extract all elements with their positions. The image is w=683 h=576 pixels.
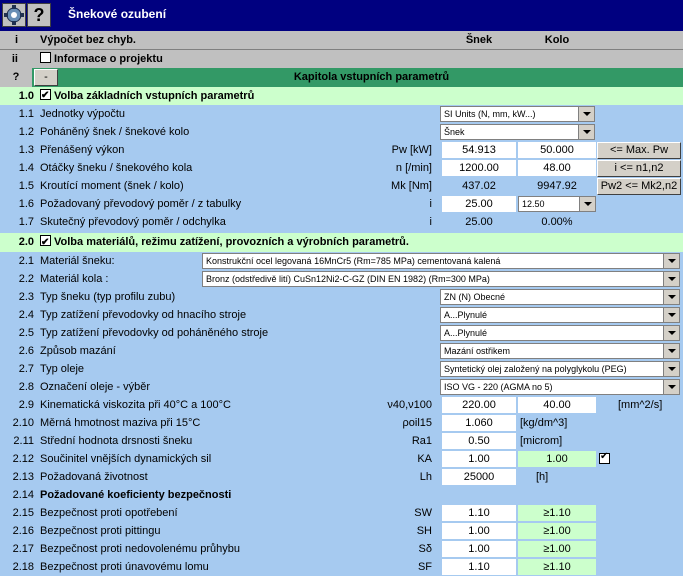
row-index: 2.10 xyxy=(12,417,34,429)
row-unit: SF xyxy=(417,561,432,573)
ka-checkbox[interactable] xyxy=(599,453,610,464)
row-oil-type xyxy=(0,360,683,378)
sw-input[interactable]: 1.10 xyxy=(442,505,516,521)
section-checkbox[interactable] xyxy=(40,235,51,246)
status-row xyxy=(0,31,683,49)
row-speed xyxy=(0,159,683,177)
section-title-text: Volba základních vstupních parametrů xyxy=(54,90,255,102)
oil-type-dropdown[interactable] xyxy=(440,361,680,377)
project-info-row xyxy=(0,49,683,68)
ratio-input[interactable]: 25.00 xyxy=(442,196,516,212)
row-load-driving xyxy=(0,306,683,324)
row-index: 2.6 xyxy=(18,345,34,357)
power-from-torque-button[interactable]: Pw2 <= Mk2,n2 xyxy=(597,178,681,195)
dropdown-value: SI Units (N, mm, kW...) xyxy=(444,109,536,119)
row-label: Požadované koeficienty bezpečnosti xyxy=(40,489,232,501)
row-index: 1.4 xyxy=(18,162,34,174)
row-unit: i xyxy=(429,216,432,228)
dropdown-value: Konstrukční ocel legovaná 16MnCr5 (Rm=785 MPa) cementovaná kalená xyxy=(206,256,501,266)
row-lubrication xyxy=(0,342,683,360)
row-index: 2.18 xyxy=(12,561,34,573)
dropdown-value: Bronz (odstředivě lití) CuSn12Ni2-C-GZ (DIN EN 1982) (Rm=300 MPa) xyxy=(206,274,490,284)
units-dropdown[interactable] xyxy=(440,106,595,122)
row-unit: i xyxy=(429,198,432,210)
row-unit: SH xyxy=(416,525,432,537)
row-index: 2.5 xyxy=(18,327,34,339)
row-label: Střední hodnota drsnosti šneku xyxy=(40,435,193,447)
wheel-material-dropdown[interactable] xyxy=(202,271,680,287)
dropdown-value: A...Plynulé xyxy=(444,328,488,338)
row-index: 2.15 xyxy=(12,507,34,519)
row-label: Materiál kola : xyxy=(40,273,109,285)
row-safety-header xyxy=(0,486,683,504)
chapter-title: Kapitola vstupních parametrů xyxy=(293,71,450,83)
row-driven xyxy=(0,123,683,141)
row-unit: ρoil15 xyxy=(402,417,432,429)
project-info-label[interactable] xyxy=(40,50,163,68)
row-index: 1.0 xyxy=(18,90,34,102)
row-dynamic-factor xyxy=(0,450,683,468)
row-index: ii xyxy=(11,53,18,65)
sdelta-recommended-value: ≥1.00 xyxy=(518,541,596,557)
row-index: 2.7 xyxy=(18,363,34,375)
row-roughness xyxy=(0,432,683,450)
chevron-down-icon[interactable] xyxy=(579,197,595,211)
row-viscosity xyxy=(0,396,683,414)
row-label: Otáčky šneku / šnekového kola xyxy=(40,162,193,174)
row-index: 2.3 xyxy=(18,291,34,303)
row-index: 1.5 xyxy=(18,180,34,192)
ratio-table-dropdown[interactable] xyxy=(518,196,596,212)
row-index: 2.9 xyxy=(18,399,34,411)
ratio-deviation-value: 0.00% xyxy=(541,216,573,228)
row-safety-fatigue xyxy=(0,558,683,576)
row-index: 2.14 xyxy=(12,489,34,501)
chevron-down-icon[interactable] xyxy=(663,362,679,376)
chevron-down-icon[interactable] xyxy=(663,380,679,394)
row-ratio-required xyxy=(0,195,683,213)
row-unit: Ra1 xyxy=(411,435,432,447)
row-torque xyxy=(0,177,683,195)
row-index: 2.0 xyxy=(18,236,34,248)
speed-wheel-input[interactable]: 48.00 xyxy=(518,160,596,176)
help-button[interactable]: ? xyxy=(27,3,51,27)
dropdown-value: ZN (N) Obecné xyxy=(444,292,506,302)
row-index: 2.8 xyxy=(18,381,34,393)
speed-worm-input[interactable]: 1200.00 xyxy=(442,160,516,176)
row-label: Typ zatížení převodovky od poháněného stroje xyxy=(40,327,269,339)
section-title xyxy=(40,87,254,105)
row-index: 1.7 xyxy=(18,216,34,228)
row-label: Bezpečnost proti opotřebení xyxy=(40,507,178,519)
row-label: Jednotky výpočtu xyxy=(40,108,125,120)
title-bar xyxy=(0,0,683,31)
project-info-checkbox[interactable] xyxy=(40,52,51,63)
torque-worm-value: 437.02 xyxy=(462,180,496,192)
ka-recommended-value: 1.00 xyxy=(518,451,596,467)
row-label: Bezpečnost proti únavovému lomu xyxy=(40,561,209,573)
row-label: Poháněný šnek / šnekové kolo xyxy=(40,126,190,138)
row-unit: n [/min] xyxy=(395,162,432,174)
row-unit-right: [h] xyxy=(536,471,549,483)
row-index: 2.13 xyxy=(12,471,34,483)
sf-input[interactable]: 1.10 xyxy=(442,559,516,575)
load-driving-dropdown[interactable] xyxy=(440,307,680,323)
row-unit: ν40,ν100 xyxy=(387,399,432,411)
row-label: Přenášený výkon xyxy=(40,144,125,156)
dropdown-value: 12.50 xyxy=(522,199,545,209)
row-index: 1.6 xyxy=(18,198,34,210)
ratio-from-speed-button[interactable]: i <= n1,n2 xyxy=(597,160,681,177)
row-label: Bezpečnost proti pittingu xyxy=(40,525,161,537)
row-unit: Mk [Nm] xyxy=(391,180,432,192)
app-title: Šnekové ozubení xyxy=(68,7,167,21)
row-label: Kroutící moment (šnek / kolo) xyxy=(40,180,184,192)
row-unit: KA xyxy=(417,453,432,465)
actual-ratio-value: 25.00 xyxy=(465,216,493,228)
row-label: Požadovaná životnost xyxy=(40,471,148,483)
row-index: 2.12 xyxy=(12,453,34,465)
row-oil-grade xyxy=(0,378,683,396)
row-unit: SW xyxy=(414,507,432,519)
dropdown-value: Mazání ostřikem xyxy=(444,346,511,356)
row-density xyxy=(0,414,683,432)
row-unit: Lh xyxy=(419,471,432,483)
row-unit-right: [mm^2/s] xyxy=(618,399,663,411)
dropdown-value: A...Plynulé xyxy=(444,310,488,320)
column-header-worm: Šnek xyxy=(465,34,493,46)
roughness-input[interactable]: 0.50 xyxy=(442,433,516,449)
row-units xyxy=(0,105,683,123)
status-message: Výpočet bez chyb. xyxy=(40,34,136,46)
worm-material-dropdown[interactable] xyxy=(202,253,680,269)
row-unit: Pw [kW] xyxy=(391,144,432,156)
row-label: Materiál šneku: xyxy=(40,255,115,267)
row-index: 2.17 xyxy=(12,543,34,555)
sdelta-input[interactable]: 1.00 xyxy=(442,541,516,557)
row-label: Součinitel vnějších dynamických sil xyxy=(40,453,212,465)
row-label: Typ zatížení převodovky od hnacího stroje xyxy=(40,309,247,321)
dropdown-value: Syntetický olej založený na polyglykolu (PEG) xyxy=(444,364,627,374)
power-wheel-input[interactable]: 50.000 xyxy=(518,142,596,158)
chapter-help-button[interactable]: ? xyxy=(0,68,32,87)
worm-type-dropdown[interactable] xyxy=(440,289,680,305)
chevron-down-icon[interactable] xyxy=(578,107,594,121)
row-index: 2.2 xyxy=(18,273,34,285)
column-header-wheel: Kolo xyxy=(544,34,570,46)
density-input[interactable]: 1.060 xyxy=(442,415,516,431)
row-index: 1.3 xyxy=(18,144,34,156)
section-checkbox[interactable] xyxy=(40,89,51,100)
driven-dropdown[interactable] xyxy=(440,124,595,140)
lubrication-dropdown[interactable] xyxy=(440,343,680,359)
row-safety-pitting xyxy=(0,522,683,540)
row-label: Typ oleje xyxy=(40,363,85,375)
row-safety-deflection xyxy=(0,540,683,558)
ka-input[interactable]: 1.00 xyxy=(442,451,516,467)
sh-recommended-value: ≥1.00 xyxy=(518,523,596,539)
row-label: Typ šneku (typ profilu zubu) xyxy=(40,291,176,303)
load-driven-dropdown[interactable] xyxy=(440,325,680,341)
section-header-materials xyxy=(0,233,683,252)
chevron-down-icon[interactable] xyxy=(663,254,679,268)
row-worm-type xyxy=(0,288,683,306)
row-index: 2.16 xyxy=(12,525,34,537)
section-header-basic xyxy=(0,87,683,105)
row-unit-right: [microm] xyxy=(520,435,563,447)
row-label: Požadovaný převodový poměr / z tabulky xyxy=(40,198,242,210)
row-label: Bezpečnost proti nedovolenému průhybu xyxy=(40,543,240,555)
row-label: Způsob mazání xyxy=(40,345,116,357)
oil-grade-dropdown[interactable] xyxy=(440,379,680,395)
app-logo-icon[interactable] xyxy=(2,3,26,27)
chevron-down-icon[interactable] xyxy=(663,308,679,322)
chevron-down-icon[interactable] xyxy=(663,344,679,358)
row-label: Skutečný převodový poměr / odchylka xyxy=(40,216,226,228)
sh-input[interactable]: 1.00 xyxy=(442,523,516,539)
chevron-down-icon[interactable] xyxy=(663,272,679,286)
row-worm-material xyxy=(0,252,683,270)
chapter-header-row xyxy=(0,68,683,87)
section-title xyxy=(40,233,409,252)
collapse-chapter-button[interactable]: - xyxy=(34,69,58,86)
viscosity-100-input[interactable]: 40.00 xyxy=(518,397,596,413)
row-unit-right: [kg/dm^3] xyxy=(520,417,568,429)
project-info-text: Informace o projektu xyxy=(54,53,163,65)
row-load-driven xyxy=(0,324,683,342)
chevron-down-icon[interactable] xyxy=(663,326,679,340)
row-power xyxy=(0,141,683,159)
row-index: 1.1 xyxy=(18,108,34,120)
row-unit: Sδ xyxy=(418,543,432,555)
chevron-down-icon[interactable] xyxy=(663,290,679,304)
max-power-button[interactable]: <= Max. Pw xyxy=(597,142,681,159)
torque-wheel-value: 9947.92 xyxy=(537,180,577,192)
row-label: Kinematická viskozita při 40°C a 100°C xyxy=(40,399,231,411)
row-index: 2.11 xyxy=(13,435,34,447)
row-index: 1.2 xyxy=(18,126,34,138)
dropdown-value: Šnek xyxy=(444,127,465,137)
sf-recommended-value: ≥1.10 xyxy=(518,559,596,575)
row-wheel-material xyxy=(0,270,683,288)
row-index: i xyxy=(14,34,18,46)
row-index: 2.1 xyxy=(18,255,34,267)
row-label: Označení oleje - výběr xyxy=(40,381,151,393)
section-title-text: Volba materiálů, režimu zatížení, provozních a výrobních parametrů. xyxy=(54,236,409,248)
viscosity-40-input[interactable]: 220.00 xyxy=(442,397,516,413)
power-worm-input[interactable]: 54.913 xyxy=(442,142,516,158)
row-index: 2.4 xyxy=(18,309,34,321)
chevron-down-icon[interactable] xyxy=(578,125,594,139)
row-ratio-actual xyxy=(0,213,683,231)
sw-recommended-value: ≥1.10 xyxy=(518,505,596,521)
row-safety-wear xyxy=(0,504,683,522)
dropdown-value: ISO VG - 220 (AGMA no 5) xyxy=(444,382,553,392)
row-lifetime xyxy=(0,468,683,486)
row-label: Měrná hmotnost maziva při 15°C xyxy=(40,417,201,429)
lifetime-input[interactable]: 25000 xyxy=(442,469,516,485)
